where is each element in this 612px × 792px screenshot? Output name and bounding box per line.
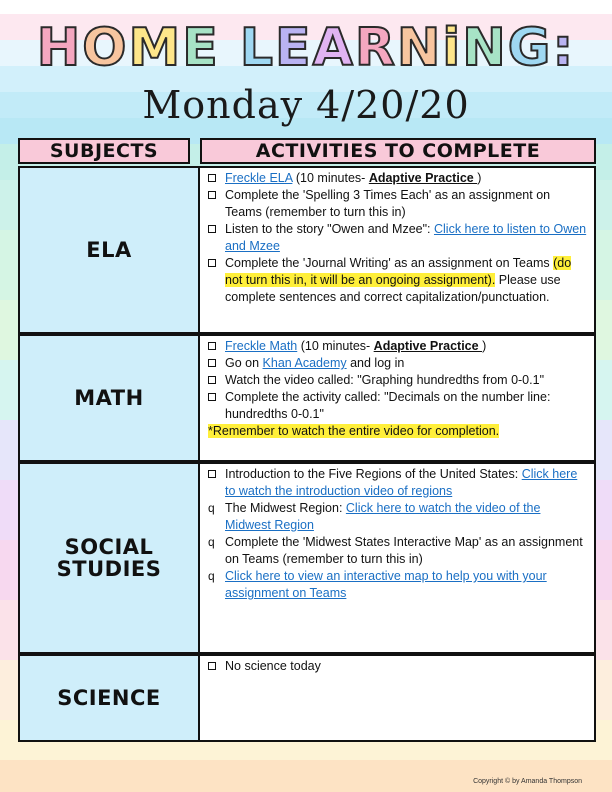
list-item (208, 372, 588, 389)
item-text: ) (482, 339, 487, 353)
subject-cell-science (18, 654, 200, 742)
title-letter (220, 18, 240, 78)
freckle-ela-link[interactable]: Freckle ELA (225, 171, 293, 185)
list-item (208, 500, 588, 534)
checkbox-icon (208, 255, 222, 272)
checkbox-icon (208, 355, 222, 372)
item-text: Complete the 'Journal Writing' as an assignment on Teams (225, 256, 554, 270)
item-text: Adaptive Practice (368, 171, 478, 185)
list-item (208, 355, 588, 372)
checkbox-icon (208, 338, 222, 355)
title-letter: M (128, 18, 183, 78)
subject-label-line: STUDIES (56, 557, 162, 581)
title-letter: R (354, 18, 397, 78)
item-text: Complete the activity called: "Decimals on the number line: hundredths 0-0.1" (225, 390, 551, 421)
list-item (208, 187, 588, 221)
item-text: Introduction to the Five Regions of the United States: (225, 467, 522, 481)
subject-label-line: SOCIAL (64, 535, 154, 559)
bullet-marker: q (208, 535, 215, 549)
title-letter: H (36, 18, 83, 78)
title-letter: E (182, 18, 220, 78)
list-item (208, 255, 588, 306)
subject-label (57, 536, 162, 580)
interactive-map-link[interactable]: Click here to view an interactive map to help you with your assignment on Teams (225, 569, 547, 600)
title-letter: N (462, 18, 508, 78)
title-letter: i (442, 18, 463, 78)
item-text: (10 minutes- (292, 171, 369, 185)
list-item (208, 389, 588, 423)
item-text: Watch the video called: "Graphing hundredths from 0-0.1" (225, 373, 545, 387)
copyright-footer: Copyright © by Amanda Thompson (473, 778, 582, 785)
title-letter: N (396, 18, 443, 78)
subject-label: SCIENCE (57, 686, 161, 710)
title-letter: E (275, 18, 313, 78)
item-text: Listen to the story "Owen and Mzee": (225, 222, 434, 236)
page-title (0, 18, 612, 78)
list-item (208, 170, 588, 187)
subject-label: MATH (74, 386, 144, 410)
list-item (208, 466, 588, 500)
list-item (208, 338, 588, 355)
list-item (208, 221, 588, 255)
item-text: Complete the 'Spelling 3 Times Each' as an assignment on Teams (remember to turn this in) (225, 188, 551, 219)
title-letter: G (507, 18, 553, 78)
checkbox-icon (208, 372, 222, 389)
activities-cell-ela (200, 166, 596, 334)
owen-mzee-link[interactable]: Click here to listen to Owen and Mzee (225, 222, 587, 253)
item-text: (10 minutes- (297, 339, 374, 353)
midwest-video-link[interactable]: Click here to watch the video of the Midwest Region (225, 501, 541, 532)
activities-cell-math (200, 334, 596, 462)
subject-cell-ela (18, 166, 200, 334)
subject-cell-math (18, 334, 200, 462)
activity-table (18, 138, 596, 742)
freckle-math-link[interactable]: Freckle Math (225, 339, 298, 353)
item-text: No science today (225, 659, 321, 673)
title-letter: O (82, 18, 129, 78)
item-text: ) (477, 171, 482, 185)
math-note (208, 423, 588, 440)
bullet-marker: q (208, 501, 215, 515)
column-header-activities: ACTIVITIES TO COMPLETE (200, 138, 596, 164)
list-item (208, 658, 588, 675)
item-text: and log in (346, 356, 405, 370)
checkbox-icon (208, 221, 222, 238)
checkbox-icon (208, 389, 222, 406)
khan-academy-link[interactable]: Khan Academy (262, 356, 347, 370)
title-letter: L (239, 18, 276, 78)
activities-cell-science (200, 654, 596, 742)
highlighted-text: (do not turn this in, it will be an ongoing assignment). (225, 256, 572, 287)
item-text: Adaptive Practice (373, 339, 483, 353)
title-letter: : (552, 18, 576, 78)
item-text: Go on (225, 356, 263, 370)
column-header-subjects: SUBJECTS (18, 138, 190, 164)
list-item (208, 568, 588, 602)
activities-cell-social-studies (200, 462, 596, 654)
highlighted-text: *Remember to watch the entire video for completion. (208, 424, 500, 438)
checkbox-icon (208, 658, 222, 675)
item-text: Complete the 'Midwest States Interactive Map' as an assignment on Teams (remember to turn this in) (225, 535, 583, 566)
subject-label: ELA (86, 238, 132, 262)
checkbox-icon (208, 466, 222, 483)
page-subtitle: Monday 4/20/20 (142, 83, 470, 127)
checkbox-icon (208, 187, 222, 204)
bullet-marker: q (208, 569, 215, 583)
list-item (208, 534, 588, 568)
item-text: The Midwest Region: (225, 501, 346, 515)
item-text: Please use complete sentences and correct capitalization/punctuation. (225, 273, 561, 304)
subject-cell-social-studies (18, 462, 200, 654)
title-letter: A (312, 18, 355, 78)
regions-intro-link[interactable]: Click here to watch the introduction video of regions (225, 467, 578, 498)
checkbox-icon (208, 170, 222, 187)
